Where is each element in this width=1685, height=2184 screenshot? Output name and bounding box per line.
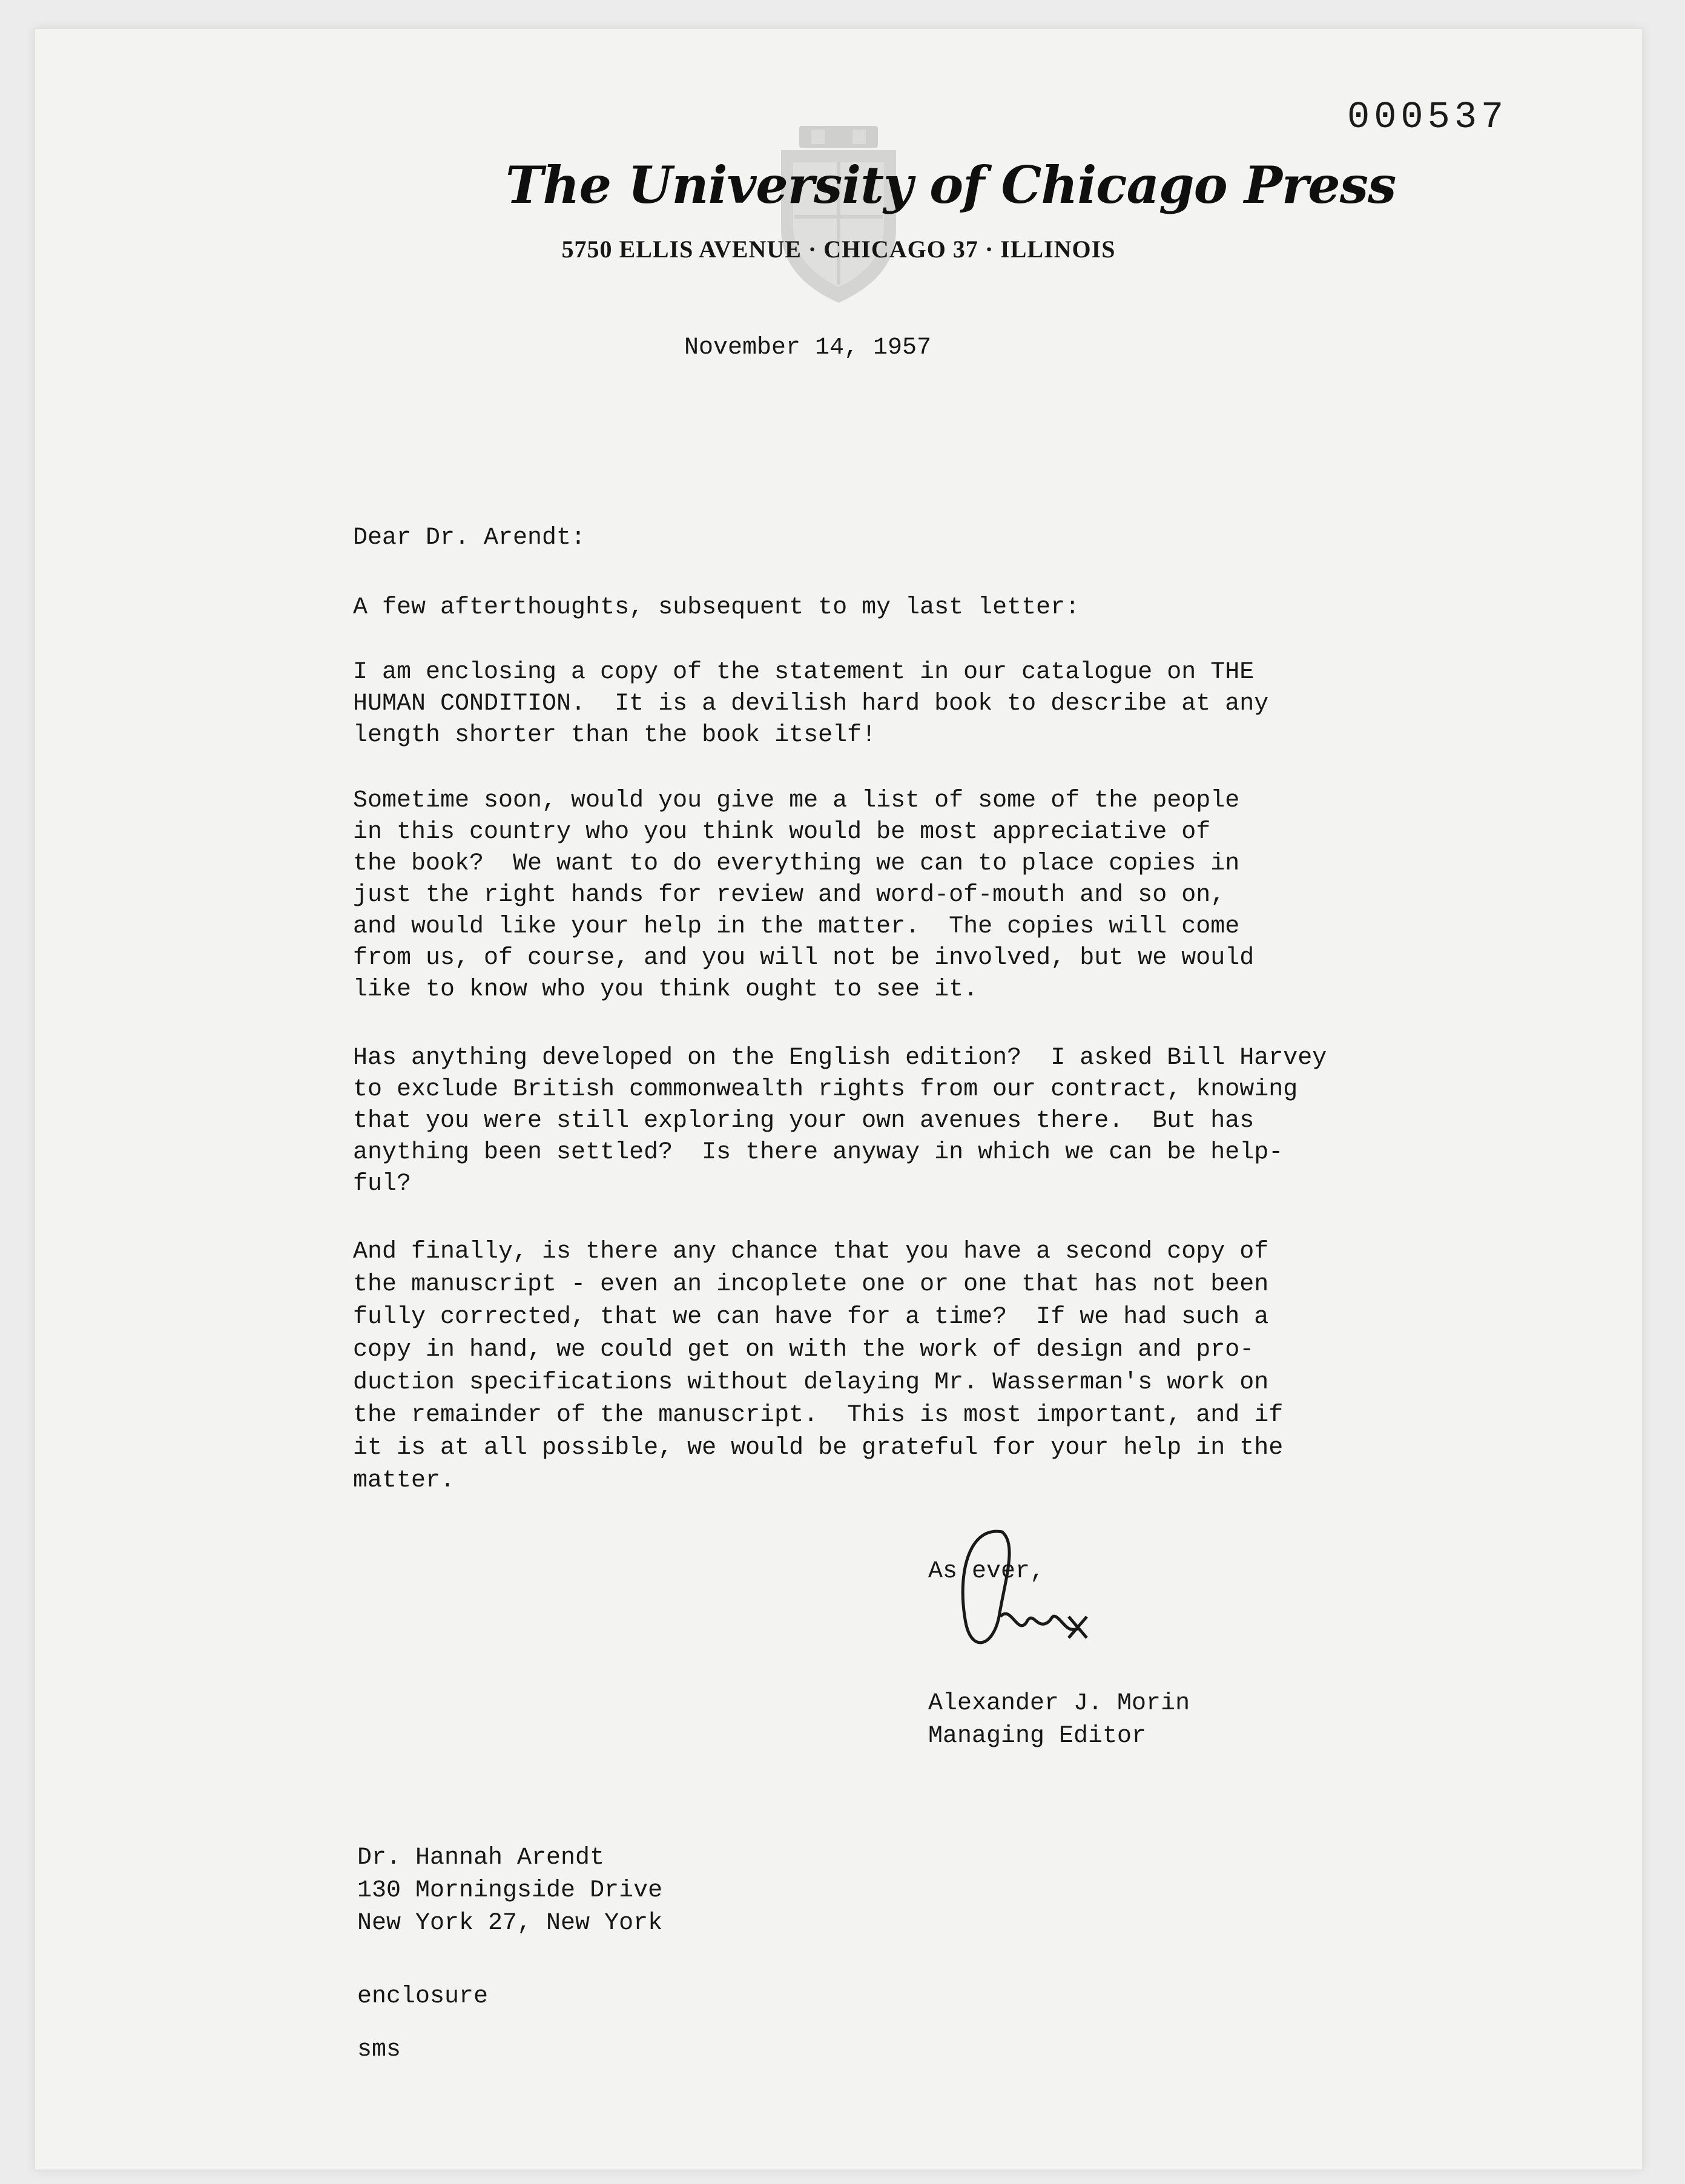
university-seal-icon [775, 126, 902, 305]
paragraph-manuscript: And finally, is there any chance that you have a second copy of the manuscript - even an incoplete one or one that has not been fully corrected, that we can have for a time? If we had such a copy in hand, we could get on with the work of design and pro- duction specifications without delaying Mr. Wasserman's work on the remainder of the manuscript. This is most important, and if it is at all possible, we would be grateful for your help in the matter. [353, 1238, 1284, 1494]
letterhead-address: 5750 ELLIS AVENUE · CHICAGO 37 · ILLINOIS [561, 236, 1116, 263]
typist-initials: sms [357, 2036, 401, 2064]
letter-date: November 14, 1957 [684, 334, 932, 361]
letterhead-title: The University of Chicago Press [506, 155, 1396, 215]
recipient-name: Dr. Hannah Arendt [357, 1844, 605, 1872]
paragraph-reviewers: Sometime soon, would you give me a list of some of the people in this country who you think would be most appreciative of the book? We want to do everything we can to place copies in just the right hands for review and word-of-mouth and so on, and would like your help in the matter. The copies will come from us, of course, and you will not be involved, but we would like to know who you think ought to see it. [353, 787, 1255, 1003]
paragraph-english-edition: Has anything developed on the English edition? I asked Bill Harvey to exclude British commonwealth rights from our contract, knowing that you were still exploring your own avenues there. But has anything been settled? Is there anyway in which we can be help- ful? [353, 1044, 1327, 1198]
recipient-city: New York 27, New York [357, 1910, 663, 1937]
recipient-street: 130 Morningside Drive [357, 1877, 663, 1904]
recipient-address [357, 1842, 662, 1940]
paragraph-catalogue: I am enclosing a copy of the statement in our catalogue on THE HUMAN CONDITION. It is a devilish hard book to describe at any length shorter than the book itself! [353, 659, 1269, 749]
signer-block [928, 1687, 1190, 1753]
salutation: Dear Dr. Arendt: [353, 524, 586, 552]
paragraph-intro: A few afterthoughts, subsequent to my last letter: [353, 594, 1080, 621]
handwritten-signature [945, 1520, 1126, 1695]
signer-title: Managing Editor [928, 1723, 1147, 1750]
signer-name: Alexander J. Morin [928, 1690, 1190, 1717]
document-number: 000537 [1347, 96, 1508, 139]
closing: As ever, [928, 1558, 1045, 1585]
enclosure-note: enclosure [357, 1983, 489, 2010]
